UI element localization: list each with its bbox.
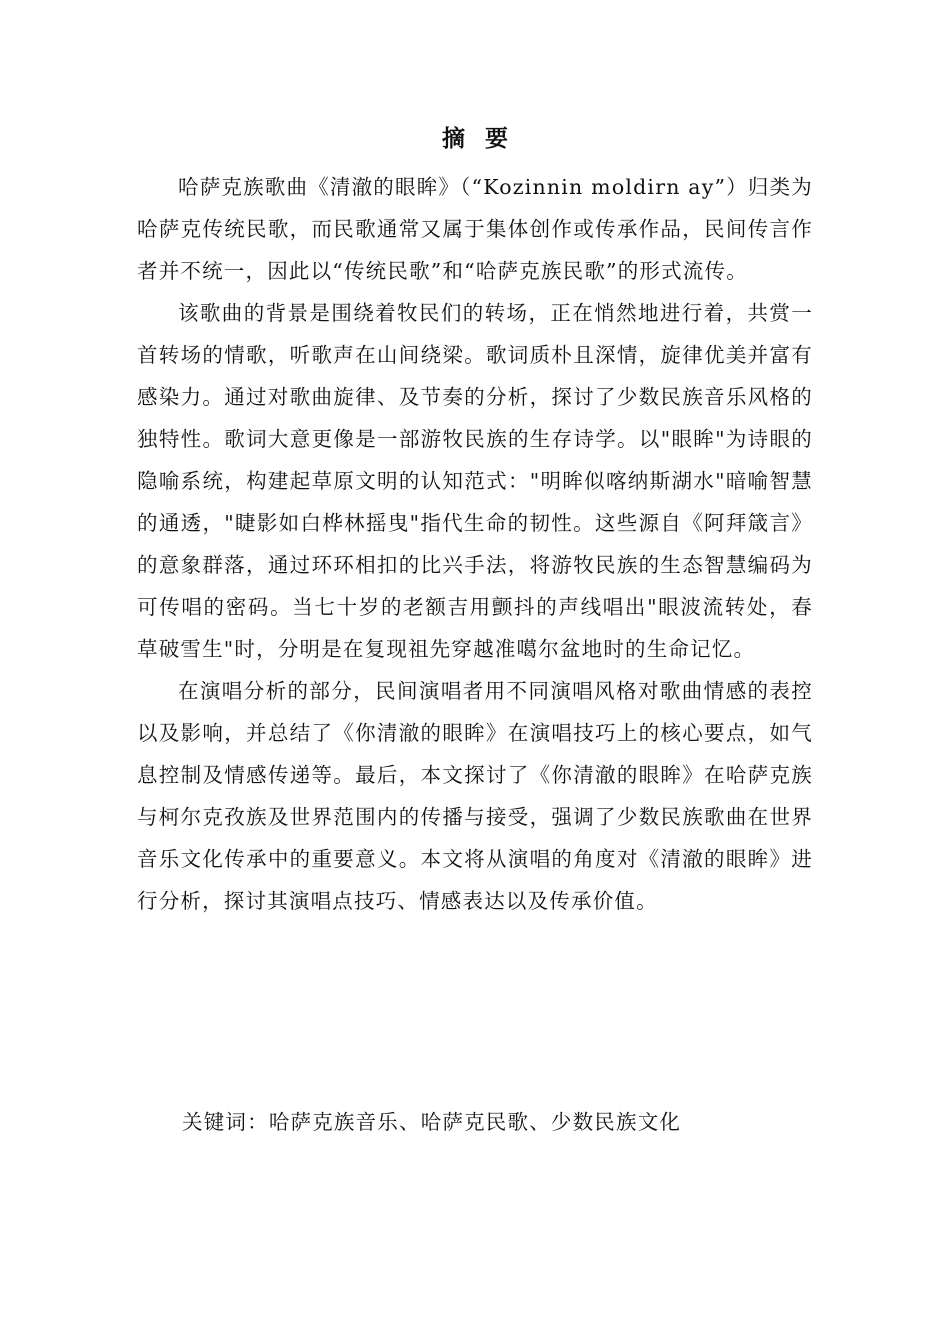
abstract-body (137, 166, 813, 922)
abstract-title: 摘要 (442, 126, 528, 152)
abstract-paragraph-3: 在演唱分析的部分，民间演唱者用不同演唱风格对歌曲情感的表控以及影响，并总结了《你清澈的眼眸》在演唱技巧上的核心要点，如气息控制及情感传递等。最后，本文探讨了《你清澈的眼眸》在哈萨克族与柯尔克孜族及世界范围内的传播与接受，强调了少数民族歌曲在世界音乐文化传承中的重要意义。本文将从演唱的角度对《清澈的眼眸》进行分析，探讨其演唱点技巧、情感表达以及传承价值。 (137, 679, 813, 913)
keywords-label: 关键词： (182, 1110, 269, 1134)
abstract-paragraph-2: 该歌曲的背景是围绕着牧民们的转场，正在悄然地进行着，共赏一首转场的情歌，听歌声在山间绕梁。歌词质朴且深情，旋律优美并富有感染力。通过对歌曲旋律、及节奏的分析，探讨了少数民族音乐风格的独特性。歌词大意更像是一部游牧民族的生存诗学。以"眼眸"为诗眼的隐喻系统，构建起草原文明的认知范式："明眸似喀纳斯湖水"暗喻智慧的通透，"睫影如白桦林摇曳"指代生命的韧性。这些源自《阿拜箴言》的意象群落，通过环环相扣的比兴手法，将游牧民族的生态智慧编码为可传唱的密码。当七十岁的老额吉用颤抖的声线唱出"眼波流转处，春草破雪生"时，分明是在复现祖先穿越准噶尔盆地时的生命记忆。 (137, 301, 813, 661)
abstract-paragraph-1: 哈萨克族歌曲《清澈的眼眸》（“Kozinnin moldirn ay”）归类为哈萨克传统民歌，而民歌通常又属于集体创作或传承作品，民间传言作者并不统一，因此以“传统民歌”和“哈萨克族民歌”的形式流传。 (137, 175, 813, 283)
keywords-line (182, 1104, 822, 1140)
keywords-text: 哈萨克族音乐、哈萨克民歌、少数民族文化 (268, 1110, 682, 1134)
